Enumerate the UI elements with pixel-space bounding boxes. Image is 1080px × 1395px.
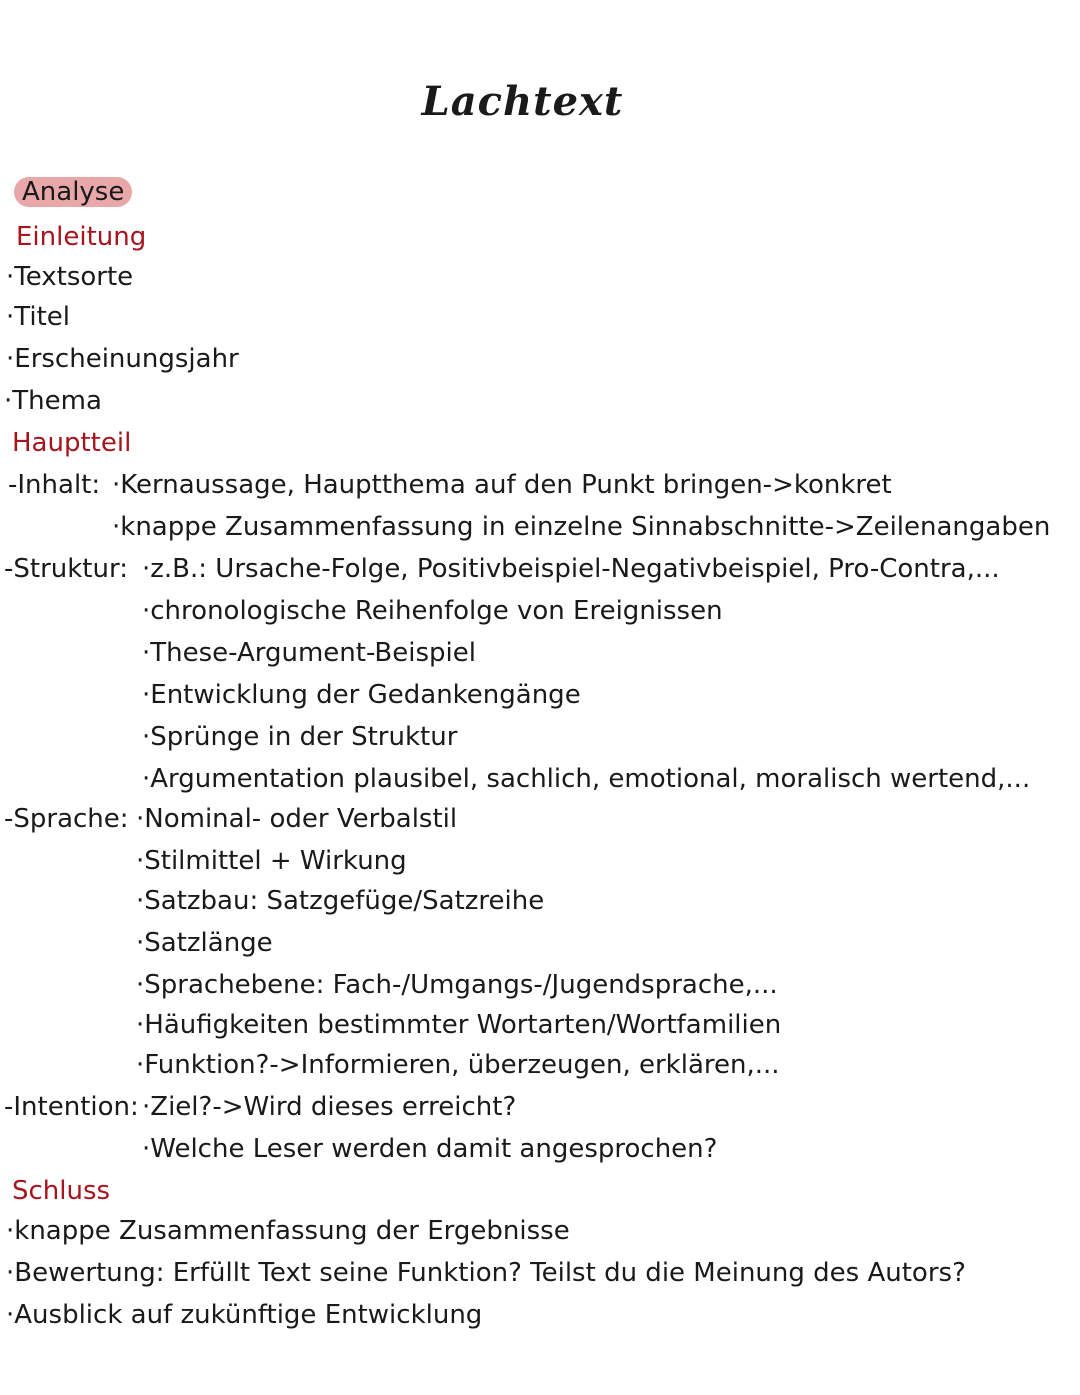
inhalt-label: -Inhalt: [8, 470, 101, 500]
einleitung-heading: Einleitung [16, 222, 147, 252]
einleitung-item: ·Thema [4, 386, 102, 416]
hauptteil-heading: Hauptteil [12, 428, 132, 458]
intention-label: -Intention: [4, 1092, 139, 1122]
inhalt-item: ·knappe Zusammenfassung in einzelne Sinnabschnitte->Zeilenangaben [112, 512, 1051, 542]
sprache-item: ·Sprachebene: Fach-/Umgangs-/Jugendsprache,... [136, 970, 778, 1000]
struktur-item: ·chronologische Reihenfolge von Ereignissen [142, 596, 723, 626]
sprache-item: ·Funktion?->Informieren, überzeugen, erklären,... [136, 1050, 780, 1080]
struktur-item: ·Argumentation plausibel, sachlich, emotional, moralisch wertend,... [142, 764, 1031, 794]
einleitung-item: ·Erscheinungsjahr [6, 344, 239, 374]
struktur-item: ·Entwicklung der Gedankengänge [142, 680, 581, 710]
intention-item: ·Welche Leser werden damit angesprochen? [142, 1134, 718, 1164]
intention-item: ·Ziel?->Wird dieses erreicht? [142, 1092, 517, 1122]
struktur-item: ·Sprünge in der Struktur [142, 722, 458, 752]
einleitung-item: ·Textsorte [6, 262, 134, 292]
inhalt-item: ·Kernaussage, Hauptthema auf den Punkt bringen->konkret [112, 470, 892, 500]
sprache-item: ·Stilmittel + Wirkung [136, 846, 407, 876]
schluss-heading: Schluss [12, 1176, 111, 1206]
sprache-item: ·Satzbau: Satzgefüge/Satzreihe [136, 886, 545, 916]
sprache-item: ·Satzlänge [136, 928, 273, 958]
sprache-label: -Sprache: [4, 804, 129, 834]
schluss-item: ·knappe Zusammenfassung der Ergebnisse [6, 1216, 570, 1246]
schluss-item: ·Bewertung: Erfüllt Text seine Funktion? Teilst du die Meinung des Autors? [6, 1258, 966, 1288]
einleitung-item: ·Titel [6, 302, 70, 332]
analyse-highlight: Analyse [14, 177, 132, 207]
struktur-label: -Struktur: [4, 554, 128, 584]
sprache-item: ·Nominal- oder Verbalstil [136, 804, 458, 834]
schluss-item: ·Ausblick auf zukünftige Entwicklung [6, 1300, 483, 1330]
analyse-label [14, 175, 132, 209]
page-title: Lachtext [421, 78, 624, 125]
struktur-item: ·z.B.: Ursache-Folge, Positivbeispiel-Negativbeispiel, Pro-Contra,... [142, 554, 1000, 584]
struktur-item: ·These-Argument-Beispiel [142, 638, 476, 668]
sprache-item: ·Häufigkeiten bestimmter Wortarten/Wortfamilien [136, 1010, 782, 1040]
